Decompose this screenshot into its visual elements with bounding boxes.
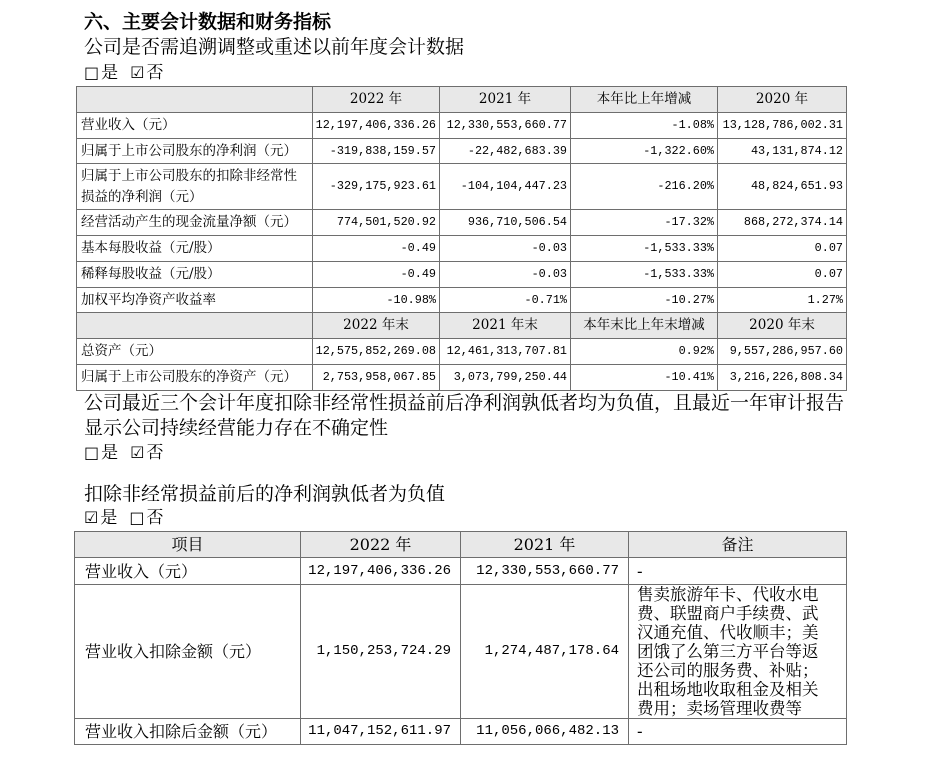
value-cell: -22,482,683.39 <box>440 139 571 164</box>
table-row <box>77 139 847 164</box>
header-cell-remarks: 备注 <box>629 532 847 558</box>
remarks-cell: - <box>629 719 847 745</box>
table-row <box>75 585 847 719</box>
value-cell: -0.03 <box>440 236 571 262</box>
value-cell: 12,197,406,336.26 <box>301 558 461 585</box>
table-row <box>77 262 847 288</box>
value-cell: -0.49 <box>313 262 440 288</box>
table-row <box>75 558 847 585</box>
value-cell: -0.03 <box>440 262 571 288</box>
value-cell: 3,216,226,808.34 <box>718 365 847 391</box>
value-cell: 11,056,066,482.13 <box>461 719 629 745</box>
table-row <box>77 210 847 236</box>
value-cell: -1,322.60% <box>571 139 718 164</box>
value-cell: -319,838,159.57 <box>313 139 440 164</box>
value-cell: -1.08% <box>571 113 718 139</box>
checkbox-icon: □ <box>84 63 100 82</box>
checkbox-checked-icon: ☑ <box>130 63 145 82</box>
row-label: 营业收入扣除后金额（元） <box>75 719 301 745</box>
subheader-cell-2022-end: 2022 年末 <box>313 313 440 339</box>
value-cell: 2,753,958,067.85 <box>313 365 440 391</box>
value-cell: 0.07 <box>718 262 847 288</box>
option-label: 否 <box>146 508 164 528</box>
option-no <box>130 442 163 464</box>
value-cell: -17.32% <box>571 210 718 236</box>
table-header-row <box>77 87 847 113</box>
negative-profit-options <box>84 507 175 529</box>
going-concern-question: 公司最近三个会计年度扣除非经常性损益前后净利润孰低者均为负值，且最近一年审计报告显示公司持续经营能力存在不确定性 <box>84 392 845 439</box>
row-label: 经营活动产生的现金流量净额（元） <box>77 210 313 236</box>
option-yes <box>84 62 118 84</box>
checkbox-checked-icon: ☑ <box>84 508 99 527</box>
option-label: 是 <box>101 63 119 83</box>
value-cell: 774,501,520.92 <box>313 210 440 236</box>
checkbox-icon: □ <box>129 508 145 527</box>
value-cell: 9,557,286,957.60 <box>718 339 847 365</box>
table-row <box>77 164 847 210</box>
value-cell: -0.49 <box>313 236 440 262</box>
header-cell-item: 项目 <box>75 532 301 558</box>
option-yes <box>84 442 118 464</box>
value-cell: 12,575,852,269.08 <box>313 339 440 365</box>
option-label: 否 <box>146 63 164 83</box>
value-cell: -10.98% <box>313 288 440 313</box>
value-cell: -329,175,923.61 <box>313 164 440 210</box>
row-label: 营业收入（元） <box>75 558 301 585</box>
option-yes <box>84 507 117 529</box>
table-header-row <box>75 532 847 558</box>
section-title: 六、主要会计数据和财务指标 <box>84 11 332 33</box>
value-cell: -104,104,447.23 <box>440 164 571 210</box>
header-cell-2021: 2021 年 <box>461 532 629 558</box>
header-cell-2021: 2021 年 <box>440 87 571 113</box>
header-cell-2020: 2020 年 <box>718 87 847 113</box>
row-label: 基本每股收益（元/股） <box>77 236 313 262</box>
restate-question: 公司是否需追溯调整或重述以前年度会计数据 <box>84 36 465 58</box>
table-row <box>77 288 847 313</box>
value-cell: -216.20% <box>571 164 718 210</box>
remarks-cell: - <box>629 558 847 585</box>
value-cell: -10.27% <box>571 288 718 313</box>
value-cell: 43,131,874.12 <box>718 139 847 164</box>
value-cell: 0.92% <box>571 339 718 365</box>
value-cell: -10.41% <box>571 365 718 391</box>
option-label: 否 <box>146 443 164 463</box>
row-label: 总资产（元） <box>77 339 313 365</box>
value-cell: 1.27% <box>718 288 847 313</box>
value-cell: 12,197,406,336.26 <box>313 113 440 139</box>
option-label: 是 <box>101 443 119 463</box>
value-cell: 11,047,152,611.97 <box>301 719 461 745</box>
value-cell: 48,824,651.93 <box>718 164 847 210</box>
value-cell: -1,533.33% <box>571 262 718 288</box>
table-subheader-row <box>77 313 847 339</box>
subheader-cell-change: 本年末比上年末增减 <box>571 313 718 339</box>
row-label: 营业收入扣除金额（元） <box>75 585 301 719</box>
going-concern-options <box>84 442 175 464</box>
row-label: 归属于上市公司股东的净利润（元） <box>77 139 313 164</box>
table-row <box>77 365 847 391</box>
value-cell: 3,073,799,250.44 <box>440 365 571 391</box>
value-cell: 1,274,487,178.64 <box>461 585 629 719</box>
revenue-deduction-table <box>74 531 847 745</box>
row-label: 加权平均净资产收益率 <box>77 288 313 313</box>
checkbox-checked-icon: ☑ <box>130 443 145 462</box>
value-cell: 936,710,506.54 <box>440 210 571 236</box>
value-cell: 12,461,313,707.81 <box>440 339 571 365</box>
table-row <box>77 236 847 262</box>
value-cell: 868,272,374.14 <box>718 210 847 236</box>
subheader-cell-2021-end: 2021 年末 <box>440 313 571 339</box>
header-cell-2022: 2022 年 <box>313 87 440 113</box>
table-row <box>77 113 847 139</box>
row-label: 归属于上市公司股东的净资产（元） <box>77 365 313 391</box>
table-row <box>77 339 847 365</box>
value-cell: 0.07 <box>718 236 847 262</box>
value-cell: -1,533.33% <box>571 236 718 262</box>
remarks-cell: 售卖旅游年卡、代收水电费、联盟商户手续费、武汉通充值、代收顺丰；美团饿了么第三方平台等返还公司的服务费、补贴；出租场地收取租金及相关费用；卖场管理收费等 <box>629 585 847 719</box>
header-blank-cell <box>77 87 313 113</box>
value-cell: 12,330,553,660.77 <box>461 558 629 585</box>
row-label: 营业收入（元） <box>77 113 313 139</box>
row-label: 稀释每股收益（元/股） <box>77 262 313 288</box>
subheader-blank-cell <box>77 313 313 339</box>
option-no <box>129 507 163 529</box>
option-no <box>130 62 163 84</box>
restate-options <box>84 62 175 84</box>
value-cell: 1,150,253,724.29 <box>301 585 461 719</box>
header-cell-change: 本年比上年增减 <box>571 87 718 113</box>
value-cell: 12,330,553,660.77 <box>440 113 571 139</box>
value-cell: -0.71% <box>440 288 571 313</box>
subheader-cell-2020-end: 2020 年末 <box>718 313 847 339</box>
key-financial-data-table <box>76 86 847 391</box>
table-row <box>75 719 847 745</box>
value-cell: 13,128,786,002.31 <box>718 113 847 139</box>
option-label: 是 <box>100 508 118 528</box>
checkbox-icon: □ <box>84 443 100 462</box>
header-cell-2022: 2022 年 <box>301 532 461 558</box>
negative-profit-question: 扣除非经常损益前后的净利润孰低者为负值 <box>84 483 446 505</box>
row-label: 归属于上市公司股东的扣除非经常性损益的净利润（元） <box>77 164 313 210</box>
